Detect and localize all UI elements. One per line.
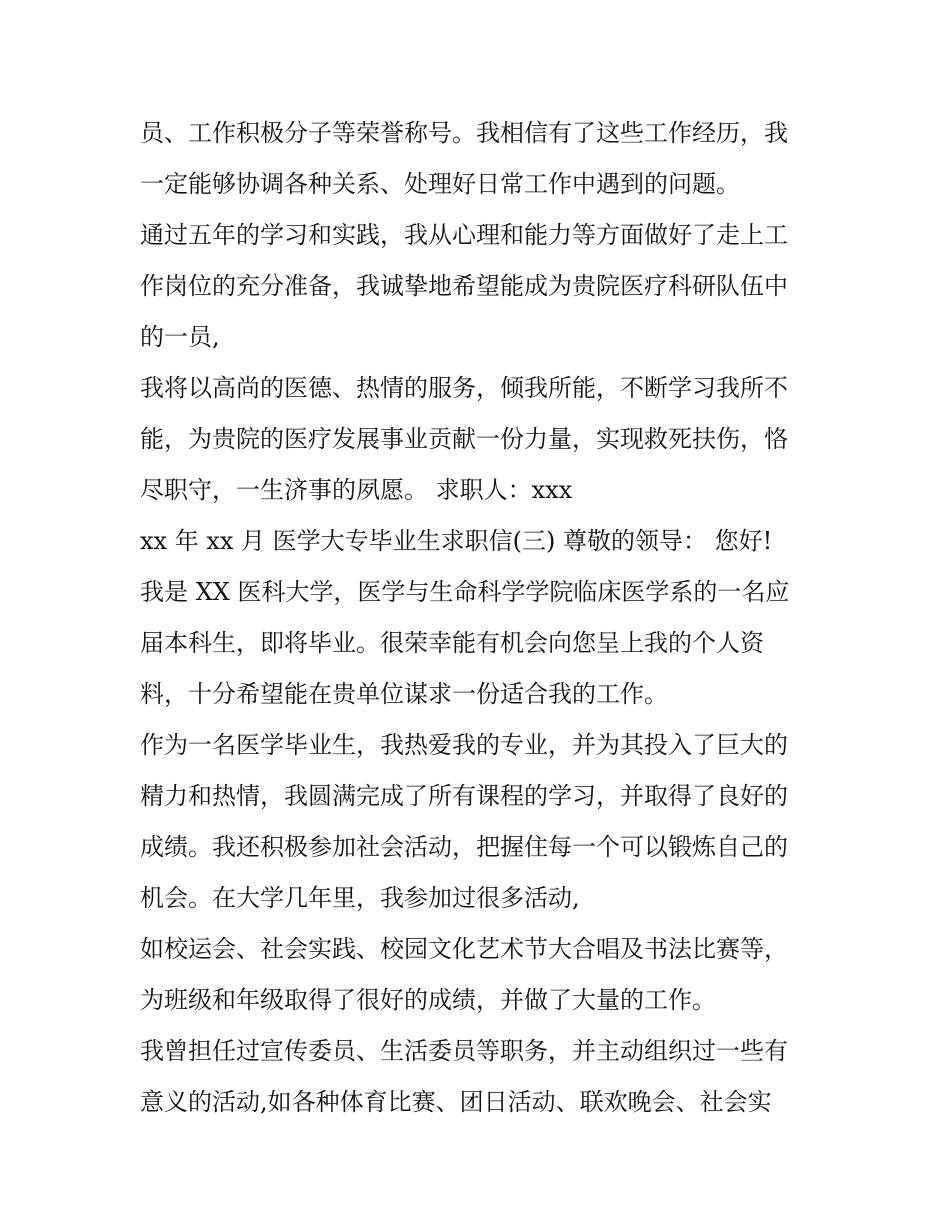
text-line: 为班级和年级取得了很好的成绩，并做了大量的工作。 bbox=[140, 986, 716, 1014]
text-line: 能，为贵院的医疗发展事业贡献一份力量，实现救死扶伤，恪 bbox=[140, 425, 788, 453]
text-line: 员、工作积极分子等荣誉称号。我相信有了这些工作经历，我 bbox=[140, 119, 788, 147]
text-line: xx 年 xx 月 医学大专毕业生求职信(三) 尊敬的领导： 您好! bbox=[140, 527, 773, 555]
text-line: 我是 XX 医科大学，医学与生命科学学院临床医学系的一名应 bbox=[140, 578, 790, 606]
text-line: 我将以高尚的医德、热情的服务，倾我所能，不断学习我所不 bbox=[140, 374, 788, 402]
text-line: 精力和热情，我圆满完成了所有课程的学习，并取得了良好的 bbox=[140, 782, 788, 810]
text-line: 成绩。我还积极参加社会活动，把握住每一个可以锻炼自己的 bbox=[140, 833, 788, 861]
text-line: 料，十分希望能在贵单位谋求一份适合我的工作。 bbox=[140, 680, 668, 708]
text-line: 我曾担任过宣传委员、生活委员等职务，并主动组织过一些有 bbox=[140, 1037, 788, 1065]
text-line: 通过五年的学习和实践，我从心理和能力等方面做好了走上工 bbox=[140, 221, 788, 249]
document-body bbox=[140, 108, 830, 1128]
text-line: 作为一名医学毕业生，我热爱我的专业，并为其投入了巨大的 bbox=[140, 731, 788, 759]
text-line: 尽职守，一生济事的夙愿。 求职人：xxx bbox=[140, 476, 573, 504]
text-line: 一定能够协调各种关系、处理好日常工作中遇到的问题。 bbox=[140, 170, 740, 198]
text-line: 意义的活动,如各种体育比赛、团日活动、联欢晚会、社会实 bbox=[140, 1088, 772, 1116]
text-line: 的一员, bbox=[140, 323, 220, 351]
text-line: 作岗位的充分准备，我诚挚地希望能成为贵院医疗科研队伍中 bbox=[140, 272, 788, 300]
text-line: 届本科生，即将毕业。很荣幸能有机会向您呈上我的个人资 bbox=[140, 629, 764, 657]
text-line: 机会。在大学几年里，我参加过很多活动, bbox=[140, 884, 580, 912]
text-line: 如校运会、社会实践、校园文化艺术节大合唱及书法比赛等， bbox=[140, 935, 788, 963]
